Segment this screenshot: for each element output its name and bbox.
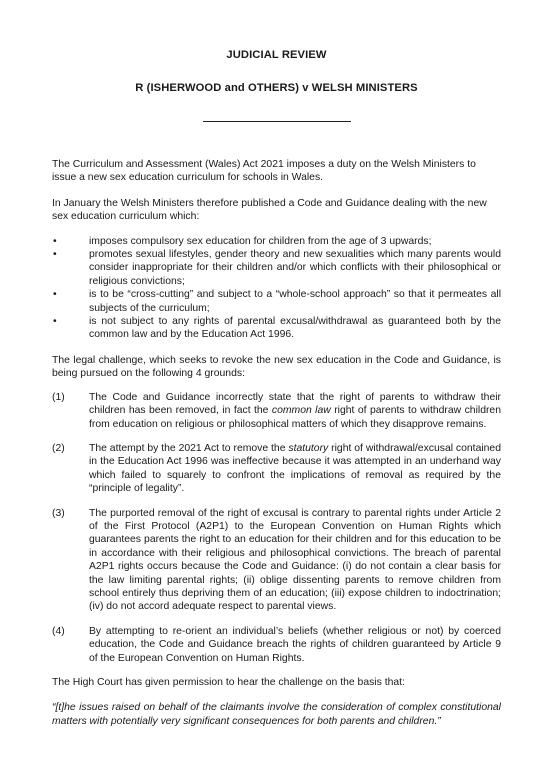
bullet-item xyxy=(52,288,501,315)
bullet-item xyxy=(52,235,501,248)
bullet-text: promotes sexual lifestyles, gender theory and new sexualities which many parents would consider inappropriate for their children and/or which conflicts with their philosophical or religious convictions; xyxy=(89,249,501,287)
bullet-marker: • xyxy=(53,289,57,301)
ground-item xyxy=(52,442,501,496)
grounds-list xyxy=(52,391,501,665)
ground-number: (2) xyxy=(52,442,65,454)
ground-text: The purported removal of the right of excusal is contrary to parental rights under Article 2 of the First Protocol (A2P1) to the European Convention on Human Rights which guarantees parents the right to an education for their children and for this education to be in accordance with their religious and philosophical convictions. The breach of parental A2P1 rights occurs because the Code and Guidance: (i) do not contain a clear basis for the law limiting parental rights; (ii) oblige dissenting parents to remove children from school entirely thus depriving them of an education; (iii) expose children to indoctrination; (iv) do not accord adequate respect to parental views. xyxy=(89,507,501,613)
ground-item xyxy=(52,625,501,665)
title-divider xyxy=(203,121,351,122)
ground-text xyxy=(89,392,501,430)
ground-number: (3) xyxy=(52,507,65,519)
bullet-text: imposes compulsory sex education for children from the age of 3 upwards; xyxy=(89,235,432,247)
bullet-marker: • xyxy=(53,235,57,247)
intro-paragraph-1: The Curriculum and Assessment (Wales) Act 2021 imposes a duty on the Welsh Ministers to issue a new sex education curriculum for schools in Wales. xyxy=(52,159,476,184)
ground-text-emphasis: statutory xyxy=(288,442,329,454)
court-quote: “[t]he issues raised on behalf of the claimants involve the consideration of complex constitutional matters with potentially very significant consequences for both parents and children.” xyxy=(52,702,501,727)
bullet-list xyxy=(52,235,501,342)
bullet-text: is to be “cross-cutting” and subject to a “whole-school approach” so that it permeates all subjects of the curriculum; xyxy=(89,289,501,314)
bullet-text: is not subject to any rights of parental excusal/withdrawal as guaranteed both by the common law and by the Education Act 1996. xyxy=(89,316,501,341)
ground-number: (4) xyxy=(52,625,65,637)
ground-text-emphasis: common law xyxy=(271,405,331,417)
bullet-item xyxy=(52,315,501,342)
ground-number: (1) xyxy=(52,391,65,403)
bullet-item xyxy=(52,248,501,288)
permission-paragraph: The High Court has given permission to hear the challenge on the basis that: xyxy=(52,677,405,688)
bullet-marker: • xyxy=(53,316,57,328)
intro-paragraph-2: In January the Welsh Ministers therefore published a Code and Guidance dealing with the new sex education curriculum which: xyxy=(52,197,487,223)
ground-text: By attempting to re-orient an individual’s beliefs (whether religious or not) by coerced education, the Code and Guidance breach the rights of children guaranteed by Article 9 of the European Convention on Human Rights. xyxy=(89,625,501,664)
ground-item xyxy=(52,391,501,431)
grounds-intro: The legal challenge, which seeks to revoke the new sex education in the Code and Guidance, is being pursued on the following 4 grounds: xyxy=(52,354,501,380)
ground-text-part: The attempt by the 2021 Act to remove the xyxy=(89,442,289,454)
ground-text-part: The Code and Guidance incorrectly state that the right of parents to withdraw their children has been removed, in fact the xyxy=(89,391,501,417)
ground-text-part: right of withdrawal/excusal contained in the Education Act 1996 was ineffective because it was attempted in an underhand way which failed to squarely to confront the implications of removal as required by the “principle of legality”. xyxy=(89,442,501,495)
ground-item xyxy=(52,507,501,614)
ground-text xyxy=(89,443,501,494)
case-name: R (ISHERWOOD and OTHERS) v WELSH MINISTERS xyxy=(135,82,418,94)
ground-text-part: right of parents to withdraw children from education on religious or philosophical matters of which they disapprove remains. xyxy=(89,405,501,430)
bullet-marker: • xyxy=(53,249,57,261)
document-title: JUDICIAL REVIEW xyxy=(226,49,327,61)
